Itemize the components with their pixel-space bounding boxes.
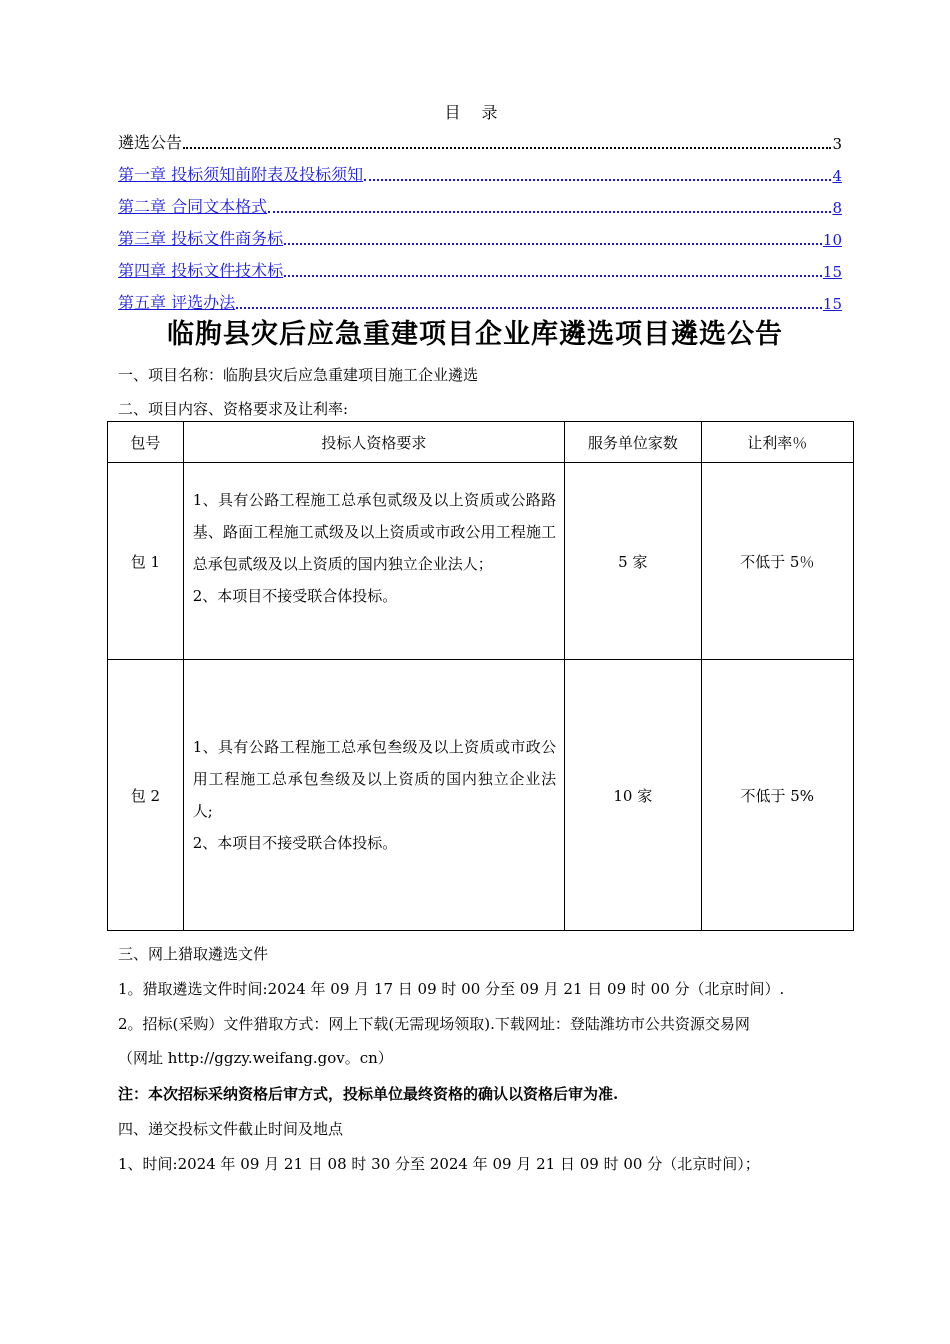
header-requirements: 投标人资格要求	[183, 422, 564, 463]
header-discount-rate: 让利率％	[701, 422, 853, 463]
table-header-row	[108, 422, 854, 463]
toc-entry-page: 4	[832, 167, 842, 185]
header-package: 包号	[108, 422, 184, 463]
toc-leader-dots	[268, 211, 831, 213]
qualification-note: 注：本次招标采纳资格后审方式，投标单位最终资格的确认以资格后审为准.	[118, 1085, 619, 1103]
toc-leader-dots	[364, 179, 831, 181]
project-content-heading: 二、项目内容、资格要求及让利率:	[118, 400, 349, 418]
table-of-contents	[118, 127, 842, 313]
unit-count-cell: 10 家	[565, 660, 701, 931]
table-row	[108, 463, 854, 660]
discount-rate-cell: 不低于 5％	[701, 463, 853, 660]
toc-entry-chapter-5[interactable]	[118, 281, 842, 313]
toc-entry-label: 第三章 投标文件商务标	[118, 229, 284, 248]
toc-entry-chapter-1[interactable]	[118, 153, 842, 185]
section-4-heading: 四、递交投标文件截止时间及地点	[118, 1120, 344, 1138]
toc-entry-page: 8	[832, 199, 842, 217]
toc-entry-label: 第二章 合同文本格式	[118, 197, 268, 216]
discount-rate-cell: 不低于 5%	[701, 660, 853, 931]
toc-entry-chapter-4[interactable]	[118, 249, 842, 281]
table-row	[108, 660, 854, 931]
qualification-table	[107, 421, 854, 931]
toc-entry-chapter-2[interactable]	[118, 185, 842, 217]
package-cell: 包 2	[108, 660, 184, 931]
toc-leader-dots	[183, 147, 831, 149]
toc-leader-dots	[236, 307, 822, 309]
requirements-cell	[183, 660, 564, 931]
document-retrieval-time: 1。猎取遴选文件时间:2024 年 09 月 17 日 09 时 00 分至 09 月 21 日 09 时 00 分（北京时间）.	[118, 980, 785, 998]
toc-leader-dots	[284, 243, 822, 245]
requirements-cell	[183, 463, 564, 660]
requirement-item: 1、具有公路工程施工总承包叁级及以上资质或市政公用工程施工总承包叁级及以上资质的国内独立企业法人;	[192, 738, 557, 820]
announcement-title: 临朐县灾后应急重建项目企业库遴选项目遴选公告	[167, 319, 783, 350]
package-cell: 包 1	[108, 463, 184, 660]
toc-entry-label: 第四章 投标文件技术标	[118, 261, 284, 280]
toc-leader-dots	[284, 275, 822, 277]
toc-entry-announcement[interactable]	[118, 127, 842, 153]
toc-entry-label: 第一章 投标须知前附表及投标须知	[118, 165, 364, 184]
requirement-item: 1、具有公路工程施工总承包贰级及以上资质或公路路基、路面工程施工贰级及以上资质或市政公用工程施工总承包贰级及以上资质的国内独立企业法人；	[192, 491, 557, 573]
section-3-heading: 三、网上猎取遴选文件	[118, 945, 269, 963]
requirement-item: 2、本项目不接受联合体投标。	[192, 834, 398, 852]
header-unit-count: 服务单位家数	[565, 422, 701, 463]
requirement-item: 2、本项目不接受联合体投标。	[192, 587, 398, 605]
website-address[interactable]: （网址 http://ggzy.weifang.gov。cn）	[118, 1049, 393, 1067]
unit-count-cell: 5 家	[565, 463, 701, 660]
toc-entry-chapter-3[interactable]	[118, 217, 842, 249]
project-name-line: 一、项目名称：临朐县灾后应急重建项目施工企业遴选	[118, 366, 479, 384]
submission-time: 1、时间:2024 年 09 月 21 日 08 时 30 分至 2024 年 09 月 21 日 09 时 00 分（北京时间）；	[118, 1155, 760, 1173]
document-retrieval-method: 2。招标(采购）文件猎取方式：网上下载(无需现场领取).下载网址：登陆潍坊市公共资源交易网	[118, 1015, 750, 1033]
toc-entry-page: 3	[832, 135, 842, 153]
toc-entry-page: 15	[822, 263, 842, 281]
toc-entry-page: 15	[822, 295, 842, 313]
toc-entry-label: 第五章 评选办法	[118, 293, 236, 312]
toc-entry-label: 遴选公告	[118, 133, 183, 152]
toc-entry-page: 10	[822, 231, 842, 249]
toc-title: 目 录	[444, 103, 506, 122]
